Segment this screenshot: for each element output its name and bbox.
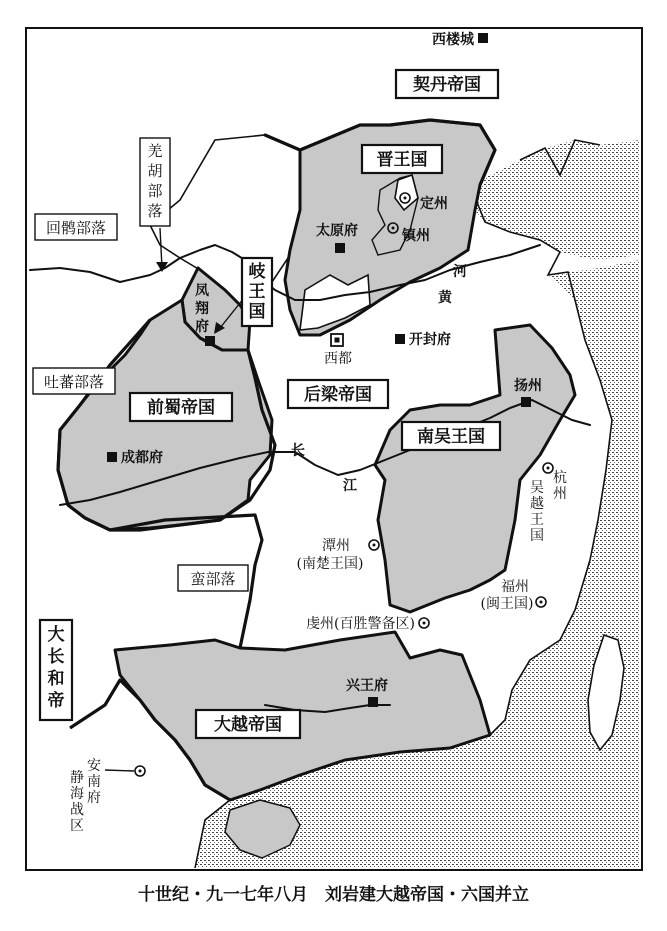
qian-shu-label: 前蜀帝国 <box>147 398 215 418</box>
annan-note-c4: 区 <box>70 818 84 834</box>
annan-note-c2: 海 <box>70 786 84 802</box>
huihe-label: 回鹘部落 <box>45 219 107 237</box>
khitan-label: 契丹帝国 <box>413 75 481 95</box>
qianzhou-label: 虔州(百胜警备区) <box>306 616 415 632</box>
zhenzhou-label: 镇州 <box>402 228 430 244</box>
da-chang-he-c3: 和 <box>47 669 65 689</box>
da-chang-he-c1: 大 <box>47 625 65 645</box>
dingzhou-label: 定州 <box>420 196 448 212</box>
yellow-river-label-2: 黄 <box>438 290 452 306</box>
taiyuan-label: 太原府 <box>316 223 358 239</box>
fengxiang-c2: 翔 <box>195 301 209 317</box>
hangzhou-note-c2: 越 <box>530 496 544 512</box>
yangzhou-label: 扬州 <box>514 378 542 394</box>
fengxiang-marker <box>205 336 215 346</box>
fengxiang-c1: 凤 <box>195 283 209 299</box>
yangtze-label-1: 长 <box>291 443 305 459</box>
qi-label-c3: 国 <box>248 302 266 322</box>
annan-note-c3: 战 <box>70 802 84 818</box>
xiloucheng-label: 西楼城 <box>432 32 474 48</box>
qi-label-c2: 王 <box>248 282 266 302</box>
annan-c2: 南 <box>87 774 101 790</box>
annan-c3: 府 <box>87 790 101 806</box>
tanzhou-note: (南楚王国) <box>296 556 364 572</box>
region-nan-wu <box>375 325 575 612</box>
chengdu-label: 成都府 <box>121 450 163 466</box>
xingwang-label: 兴王府 <box>346 678 388 694</box>
da-yue-label: 大越帝国 <box>214 715 282 735</box>
hangzhou-c1: 杭 <box>553 470 567 486</box>
xidu-label: 西都 <box>324 351 352 367</box>
jin-label: 晋王国 <box>376 150 428 170</box>
xiloucheng-marker <box>478 33 488 43</box>
chengdu-marker <box>107 452 117 462</box>
yangtze-label-2: 江 <box>343 478 357 494</box>
hangzhou-note-c1: 吴 <box>530 480 544 496</box>
kaifeng-marker <box>395 334 405 344</box>
qiang-hu-c1: 羌 <box>147 142 163 160</box>
man-label: 蛮部落 <box>190 570 236 588</box>
da-chang-he-c2: 长 <box>47 647 65 667</box>
qiang-hu-c3: 部 <box>147 182 163 200</box>
hangzhou-note-c3: 王 <box>530 512 544 528</box>
qiang-hu-c4: 落 <box>147 202 163 220</box>
yellow-river-label-1: 河 <box>453 264 467 280</box>
region-plain-north <box>150 135 300 305</box>
hangzhou-c2: 州 <box>553 486 567 502</box>
xingwang-marker <box>368 697 378 707</box>
tubo-label: 吐蕃部落 <box>43 373 105 391</box>
map-caption: 十世纪・九一七年八月 刘岩建大越帝国・六国并立 <box>138 885 529 905</box>
qi-label-c1: 岐 <box>248 262 266 282</box>
fengxiang-c3: 府 <box>195 319 209 335</box>
qiang-hu-c2: 胡 <box>147 162 163 180</box>
fuzhou-label: 福州 <box>501 579 529 595</box>
kaifeng-label: 开封府 <box>409 332 451 348</box>
nan-wu-label: 南吴王国 <box>417 427 485 447</box>
taiyuan-marker <box>335 243 345 253</box>
annan-pointer <box>105 770 134 771</box>
fuzhou-note: (闽王国) <box>480 596 534 612</box>
da-chang-he-c4: 帝 <box>47 691 65 711</box>
annan-c1: 安 <box>87 758 101 774</box>
annan-note-c1: 静 <box>70 770 84 786</box>
hangzhou-note-c4: 国 <box>530 528 544 544</box>
tanzhou-label: 潭州 <box>322 538 350 554</box>
yangzhou-marker <box>521 397 531 407</box>
hou-liang-label: 后梁帝国 <box>304 385 372 405</box>
